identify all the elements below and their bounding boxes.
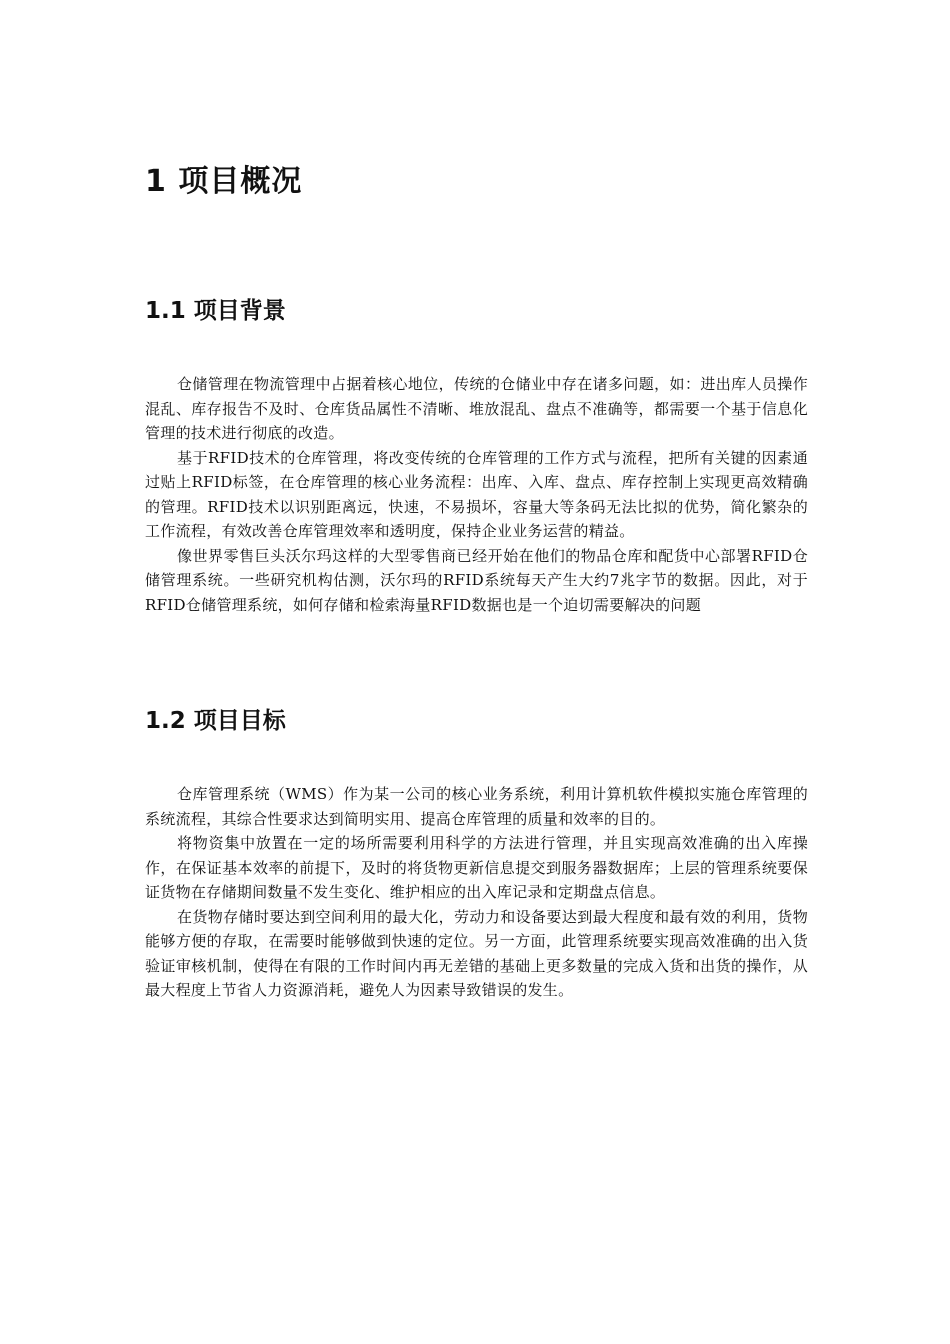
chapter-title: 1 项目概况 [145,164,303,199]
paragraph: 像世界零售巨头沃尔玛这样的大型零售商已经开始在他们的物品仓库和配货中心部署RFID仓储管理系统。一些研究机构估测，沃尔玛的RFID系统每天产生大约7兆字节的数据。因此，对于RFID仓储管理系统，如何存储和检索海量RFID数据也是一个迫切需要解决的问题 [145,546,808,614]
section-body-background [145,372,808,617]
paragraph: 将物资集中放置在一定的场所需要利用科学的方法进行管理，并且实现高效准确的出入库操作，在保证基本效率的前提下，及时的将货物更新信息提交到服务器数据库；上层的管理系统要保证货物在存储期间数量不发生变化、维护相应的出入库记录和定期盘点信息。 [145,834,808,901]
section-heading-background: 1.1 项目背景 [145,298,286,324]
paragraph: 在货物存储时要达到空间利用的最大化，劳动力和设备要达到最大程度和最有效的利用，货物能够方便的存取，在需要时能够做到快速的定位。另一方面，此管理系统要实现高效准确的出入货验证审核机制，使得在有限的工作时间内再无差错的基础上更多数量的完成入货和出货的操作，从最大程度上节省人力资源消耗，避免人为因素导致错误的发生。 [145,907,808,999]
paragraph: 仓储管理在物流管理中占据着核心地位，传统的仓储业中存在诸多问题，如：进出库人员操作混乱、库存报告不及时、仓库货品属性不清晰、堆放混乱、盘点不准确等，都需要一个基于信息化管理的技术进行彻底的改造。 [145,375,808,442]
section-heading-goals: 1.2 项目目标 [145,708,286,734]
paragraph: 仓库管理系统（WMS）作为某一公司的核心业务系统，利用计算机软件模拟实施仓库管理的系统流程，其综合性要求达到简明实用、提高仓库管理的质量和效率的目的。 [145,785,808,828]
section-body-goals [145,782,808,1003]
paragraph: 基于RFID技术的仓库管理，将改变传统的仓库管理的工作方式与流程，把所有关键的因素通过贴上RFID标签，在仓库管理的核心业务流程：出库、入库、盘点、库存控制上实现更高效精确的管理。RFID技术以识别距离远，快速，不易损坏，容量大等条码无法比拟的优势，简化繁杂的工作流程，有效改善仓库管理效率和透明度，保持企业业务运营的精益。 [145,448,808,540]
